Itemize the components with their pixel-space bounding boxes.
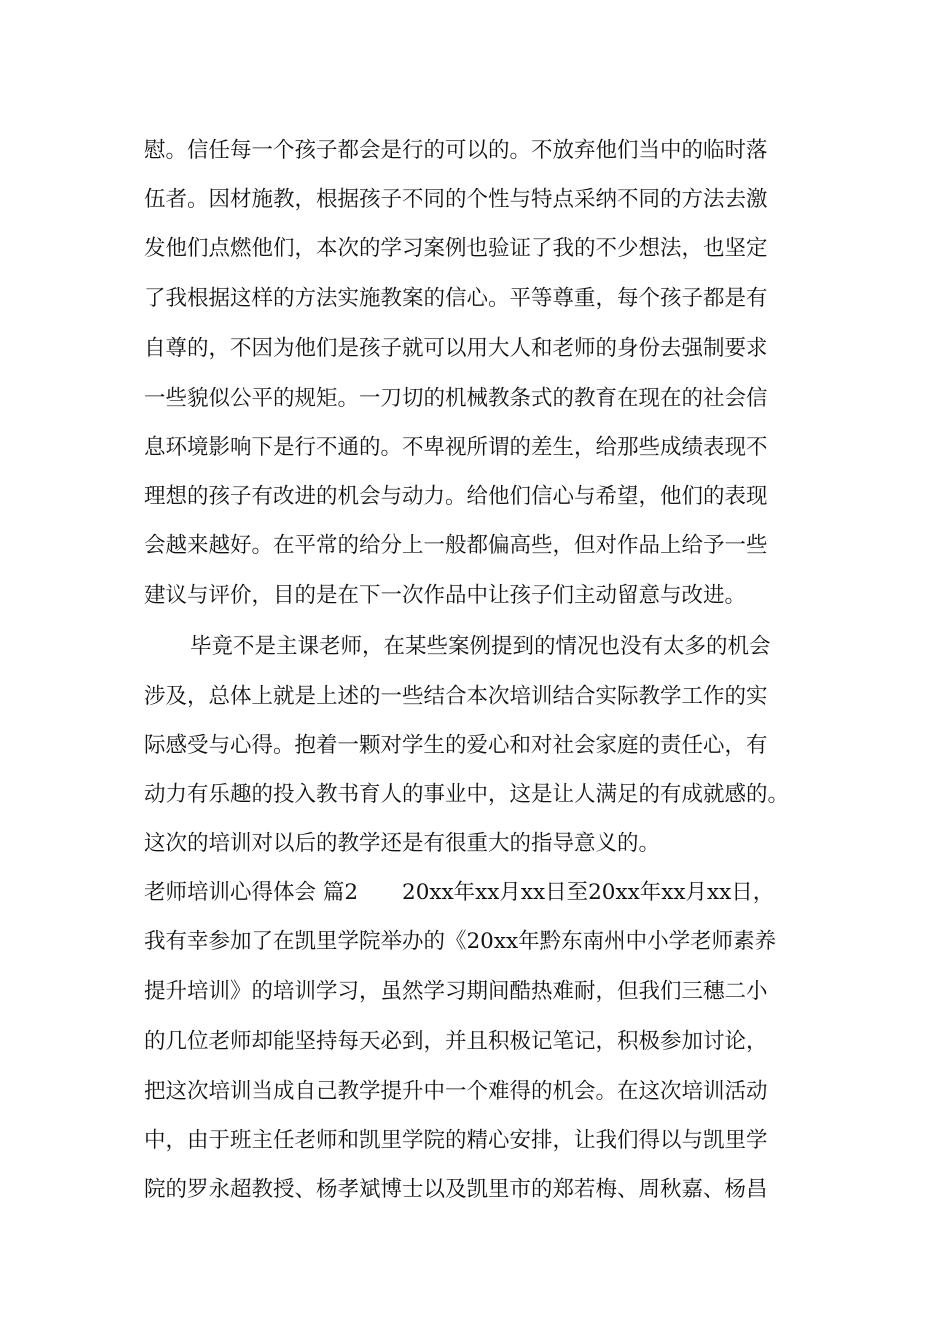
date-range-text: 20xx年xx月xx日至20xx年xx月xx日，: [402, 880, 775, 905]
paragraph-line: 的几位老师却能坚持每天必到，并且积极记笔记，积极参加讨论，: [144, 1029, 768, 1054]
paragraph-line: 涉及，总体上就是上述的一些结合本次培训结合实际教学工作的实: [144, 684, 768, 709]
paragraph-line: 际感受与心得。抱着一颗对学生的爱心和对社会家庭的责任心，有: [144, 733, 768, 758]
paragraph-line: 慰。信任每一个孩子都会是行的可以的。不放弃他们当中的临时落: [144, 138, 768, 163]
paragraph-line: 这次的培训对以后的教学还是有很重大的指导意义的。: [144, 831, 661, 856]
section-heading: 老师培训心得体会 篇2: [144, 880, 359, 905]
paragraph-line: 息环境影响下是行不通的。不卑视所谓的差生，给那些成绩表现不: [144, 435, 768, 460]
paragraph-line: 了我根据这样的方法实施教案的信心。平等尊重，每个孩子都是有: [144, 286, 768, 311]
paragraph-line: 院的罗永超教授、杨孝斌博士以及凯里市的郑若梅、周秋嘉、杨昌: [144, 1177, 768, 1202]
paragraph-line: 会越来越好。在平常的给分上一般都偏高些，但对作品上给予一些: [144, 533, 768, 558]
section-heading-row: [144, 873, 824, 913]
paragraph-line: 提升培训》的培训学习，虽然学习期间酷热难耐，但我们三穗二小: [144, 979, 768, 1004]
paragraph-line: 伍者。因材施教，根据孩子不同的个性与特点采纳不同的方法去激: [144, 187, 768, 212]
paragraph-line: 我有幸参加了在凯里学院举办的《20xx年黔东南州中小学老师素养: [144, 929, 777, 954]
paragraph-line: 中，由于班主任老师和凯里学院的精心安排，让我们得以与凯里学: [144, 1128, 768, 1153]
paragraph-line: 把这次培训当成自己教学提升中一个难得的机会。在这次培训活动: [144, 1079, 768, 1104]
paragraph-line: 理想的孩子有改进的机会与动力。给他们信心与希望，他们的表现: [144, 484, 768, 509]
paragraph-line: 自尊的，不因为他们是孩子就可以用大人和老师的身份去强制要求: [144, 336, 768, 361]
paragraph-line: 动力有乐趣的投入教书育人的事业中，这是让人满足的有成就感的。: [144, 782, 790, 807]
paragraph-line: 发他们点燃他们，本次的学习案例也验证了我的不少想法，也坚定: [144, 236, 768, 261]
paragraph-line: 一些貌似公平的规矩。一刀切的机械教条式的教育在现在的社会信: [144, 386, 768, 411]
paragraph-line: 毕竟不是主课老师，在某些案例提到的情况也没有太多的机会: [190, 634, 771, 659]
paragraph-line: 建议与评价，目的是在下一次作品中让孩子们主动留意与改进。: [144, 583, 747, 608]
